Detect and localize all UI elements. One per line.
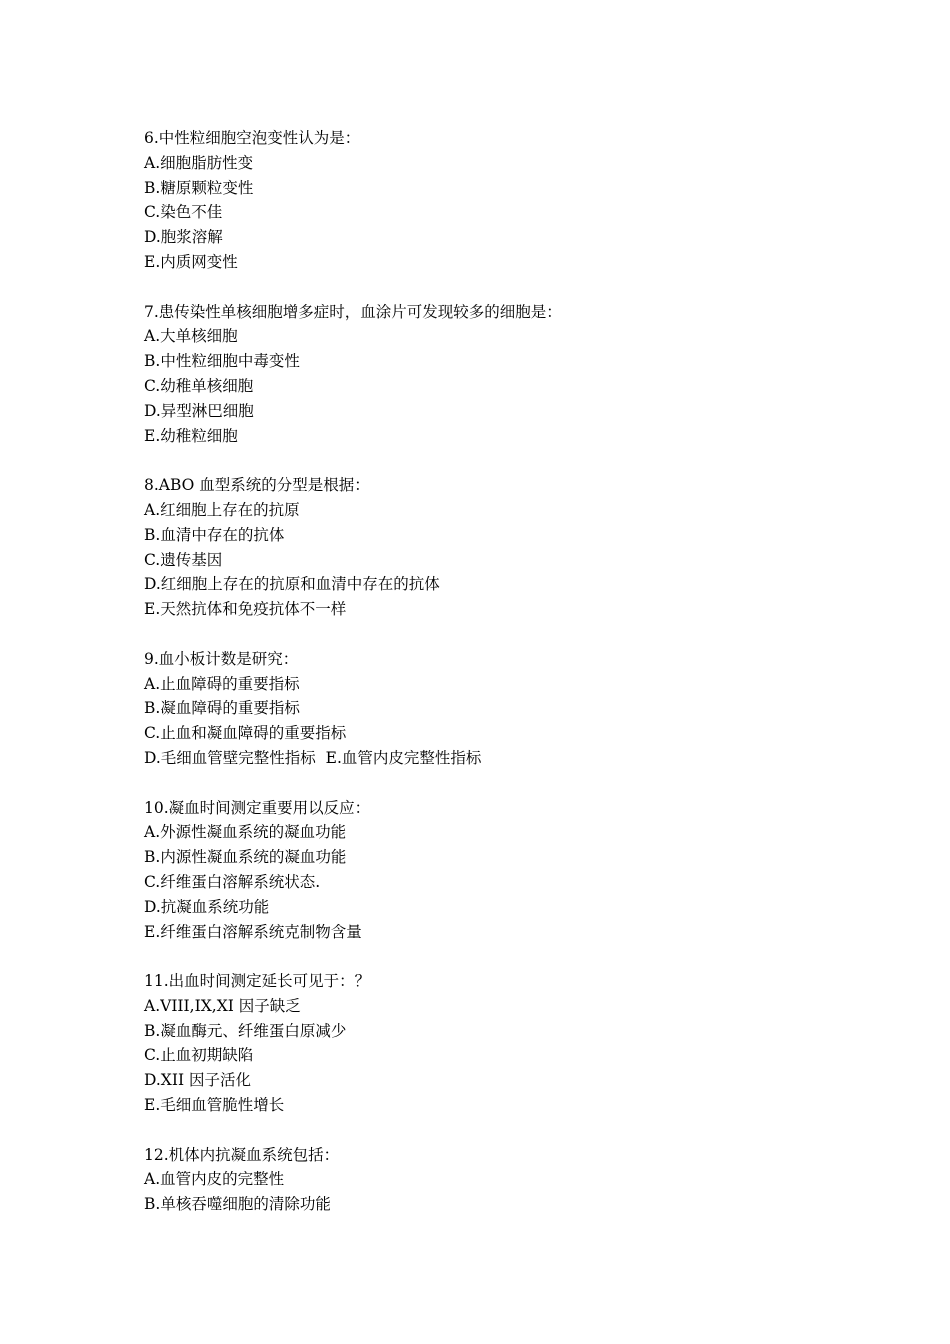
option-a: A.细胞脂肪性变 <box>144 153 254 172</box>
option-c: C.遗传基因 <box>144 550 223 569</box>
option-a: A.大单核细胞 <box>144 327 238 346</box>
question-9 <box>144 647 844 771</box>
option-a: A.VIII,IX,XI 因子缺乏 <box>144 996 301 1015</box>
question-stem: 9.血小板计数是研究： <box>144 649 299 668</box>
option-a: A.外源性凝血系统的凝血功能 <box>144 823 347 842</box>
option-d: D.红细胞上存在的抗原和血清中存在的抗体 <box>144 575 440 594</box>
option-a: A.血管内皮的完整性 <box>144 1170 285 1189</box>
option-c: C.染色不佳 <box>144 203 223 222</box>
option-b: B.凝血障碍的重要指标 <box>144 699 300 718</box>
option-b: B.内源性凝血系统的凝血功能 <box>144 848 347 867</box>
option-b: B.凝血酶元、纤维蛋白原减少 <box>144 1021 347 1040</box>
question-7 <box>144 300 844 449</box>
question-12 <box>144 1143 844 1217</box>
option-a: A.红细胞上存在的抗原 <box>144 500 300 519</box>
option-b: B.血清中存在的抗体 <box>144 525 285 544</box>
question-stem: 8.ABO 血型系统的分型是根据： <box>144 476 370 495</box>
question-stem: 7.患传染性单核细胞增多症时，血涂片可发现较多的细胞是： <box>144 302 562 321</box>
question-stem: 10.凝血时间测定重要用以反应： <box>144 798 371 817</box>
question-stem: 6.中性粒细胞空泡变性认为是： <box>144 129 361 147</box>
option-b: B.单核吞噬细胞的清除功能 <box>144 1195 331 1214</box>
question-list <box>144 126 844 1242</box>
option-b: B.糖原颗粒变性 <box>144 178 254 197</box>
option-c: C.止血和凝血障碍的重要指标 <box>144 724 347 743</box>
option-e: E.内质网变性 <box>144 252 238 271</box>
question-stem: 12.机体内抗凝血系统包括： <box>144 1145 340 1164</box>
option-b: B.中性粒细胞中毒变性 <box>144 352 300 371</box>
option-e: E.天然抗体和免疫抗体不一样 <box>144 600 347 619</box>
option-a: A.止血障碍的重要指标 <box>144 674 300 693</box>
option-c: C.纤维蛋白溶解系统状态. <box>144 872 321 891</box>
option-d-e: D.毛细血管壁完整性指标 E.血管内皮完整性指标 <box>144 748 482 767</box>
question-stem: 11.出血时间测定延长可见于：？ <box>144 972 371 991</box>
option-c: C.止血初期缺陷 <box>144 1046 254 1065</box>
option-e: E.幼稚粒细胞 <box>144 426 238 445</box>
question-8 <box>144 473 844 622</box>
option-e: E.纤维蛋白溶解系统克制物含量 <box>144 922 362 941</box>
option-d: D.抗凝血系统功能 <box>144 897 270 916</box>
option-d: D.胞浆溶解 <box>144 228 223 247</box>
option-d: D.XII 因子活化 <box>144 1071 252 1090</box>
option-d: D.异型淋巴细胞 <box>144 401 254 420</box>
question-11 <box>144 969 844 1118</box>
option-e: E.毛细血管脆性增长 <box>144 1096 285 1115</box>
option-c: C.幼稚单核细胞 <box>144 376 254 395</box>
question-10 <box>144 796 844 945</box>
question-6 <box>144 126 844 275</box>
